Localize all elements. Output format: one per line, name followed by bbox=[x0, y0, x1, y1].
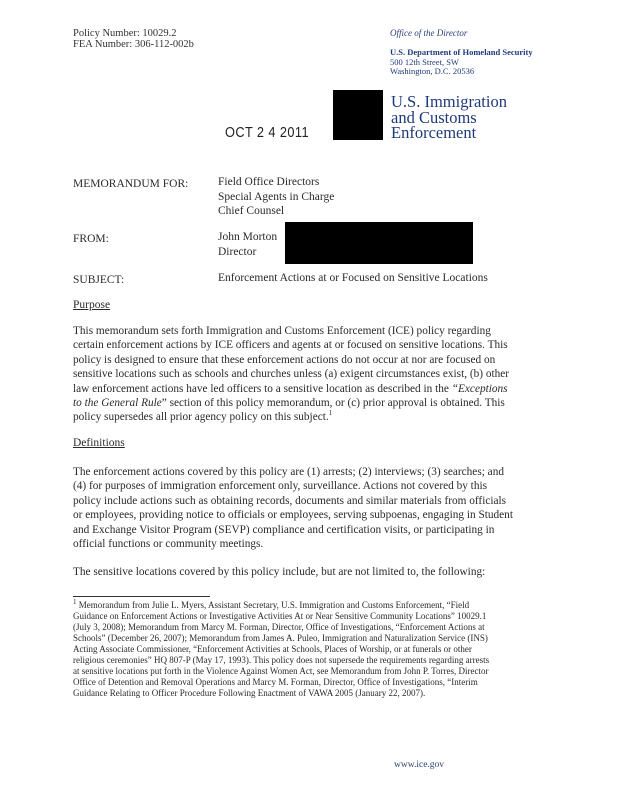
subject-value: Enforcement Actions at or Focused on Sensitive Locations bbox=[218, 272, 488, 284]
paragraph-line bbox=[73, 410, 551, 424]
footnote-line: Guidance on Enforcement Actions or Investigative Activities At or Near Sensitive Community Locations” 10029.1 bbox=[73, 611, 487, 621]
sender-title: Director bbox=[218, 245, 257, 258]
purpose-heading: Purpose bbox=[73, 299, 111, 311]
from-sender bbox=[218, 230, 277, 259]
from-label: FROM: bbox=[73, 233, 109, 245]
memorandum-for-recipients bbox=[218, 175, 334, 219]
definitions-heading: Definitions bbox=[73, 437, 125, 449]
recipient: Special Agents in Charge bbox=[218, 190, 335, 203]
footnote-line: Guidance Relating to Officer Procedure Following Enactment of VAWA 2005 (January 22, 2007). bbox=[73, 688, 426, 698]
policy-number: Policy Number: 10029.2 bbox=[73, 28, 177, 39]
footnote-line: (July 3, 2008); Memorandum from Marcy M. Forman, Director, Office of Investigations, “Enforcement Actions at bbox=[73, 622, 485, 632]
footnote-line bbox=[73, 600, 543, 611]
dhs-name: U.S. Department of Homeland Security bbox=[390, 47, 533, 57]
ice-line-3: Enforcement bbox=[391, 123, 477, 142]
footnote-line: Schools” (December 26, 2007); Memorandum from James A. Puleo, Immigration and Naturalization Service (INS) bbox=[73, 633, 488, 643]
paragraph-line: (4) for purposes of immigration enforcement only, surveillance. Actions not covered by this bbox=[73, 480, 488, 493]
paragraph-line: or employees, providing notice to officials or employees, serving subpoenas, engaging in Student bbox=[73, 509, 513, 522]
definitions-paragraph bbox=[73, 465, 551, 551]
purpose-paragraph bbox=[73, 324, 551, 425]
ice-line-2: and Customs bbox=[391, 107, 477, 127]
line-text: Memorandum from Julie L. Myers, Assistant Secretary, U.S. Immigration and Customs Enforcement, “Field bbox=[76, 600, 470, 610]
recipient: Chief Counsel bbox=[218, 205, 285, 217]
footnote-reference: 1 bbox=[328, 409, 333, 418]
website-link[interactable]: www.ice.gov bbox=[394, 760, 445, 770]
footnote-line: at sensitive locations put forth in the Violence Against Women Act, see Memorandum from John P. Torres, Director bbox=[73, 666, 489, 676]
sender-name: John Morton bbox=[218, 231, 278, 243]
paragraph-line: official functions or community meetings. bbox=[73, 538, 264, 551]
paragraph-line bbox=[73, 396, 551, 410]
ice-wordmark bbox=[391, 94, 507, 141]
date-stamp: OCT 2 4 2011 bbox=[225, 124, 310, 141]
paragraph-line: sensitive locations such as schools and churches unless (a) exigent circumstances exist, (b) other bbox=[73, 368, 510, 381]
footnote-line: Office of Detention and Removal Operations and Marcy M. Forman, Director, Office of Investigations, “Interim bbox=[73, 677, 478, 687]
paragraph-line: policy include actions such as obtaining records, documents and similar materials from officials bbox=[73, 494, 507, 507]
footnote-mark: 1 bbox=[73, 598, 77, 606]
line-text: policy supersedes all prior agency policy on this subject. bbox=[73, 411, 329, 424]
paragraph-line bbox=[73, 382, 551, 396]
sensitive-locations-intro: The sensitive locations covered by this policy include, but are not limited to, the following: bbox=[73, 566, 486, 578]
footnote-line: Acting Associate Commissioner, “Enforcement Activities at Schools, Places of Worship, or at funerals or other bbox=[73, 644, 472, 654]
line-text: law enforcement actions have led officers to a sensitive location as described in the bbox=[73, 382, 449, 395]
policy-number-block bbox=[73, 28, 194, 50]
dhs-address-block bbox=[390, 48, 533, 77]
paragraph-line: This memorandum sets forth Immigration and Customs Enforcement (ICE) policy regarding bbox=[73, 325, 491, 337]
redacted-signature bbox=[285, 222, 473, 264]
address-line-1: 500 12th Street, SW bbox=[390, 56, 459, 67]
address-line-2: Washington, D.C. 20536 bbox=[390, 66, 475, 76]
ice-line-1: U.S. Immigration bbox=[391, 92, 507, 111]
redacted-seal bbox=[333, 90, 383, 140]
italic-reference: “Exceptions bbox=[451, 382, 508, 395]
office-of-director: Office of the Director bbox=[390, 28, 468, 38]
paragraph-line: certain enforcement actions by ICE officers and agents at or focused on sensitive locations. This bbox=[73, 339, 508, 352]
paragraph-line: and Exchange Visitor Program (SEVP) compliance and certification visits, or participating in bbox=[73, 523, 495, 536]
paragraph-line: policy is designed to ensure that these enforcement actions do not occur at nor are focused on bbox=[73, 353, 496, 366]
italic-reference: to the General Rule bbox=[73, 397, 162, 410]
paragraph-line: The enforcement actions covered by this policy are (1) arrests; (2) interviews; (3) searches; and bbox=[73, 466, 504, 478]
fea-number: FEA Number: 306-112-002b bbox=[73, 39, 194, 50]
memorandum-for-label: MEMORANDUM FOR: bbox=[73, 178, 189, 190]
footnote bbox=[73, 600, 543, 699]
subject-label: SUBJECT: bbox=[73, 274, 125, 286]
line-text: ” section of this policy memorandum, or (c) prior approval is obtained. This bbox=[161, 397, 505, 410]
recipient: Field Office Directors bbox=[218, 176, 320, 188]
footnote-divider bbox=[73, 596, 210, 597]
footnote-line: religious ceremonies” HQ 807-P (May 17, 1993). This policy does not supersede the requirements regarding arrests bbox=[73, 655, 490, 665]
